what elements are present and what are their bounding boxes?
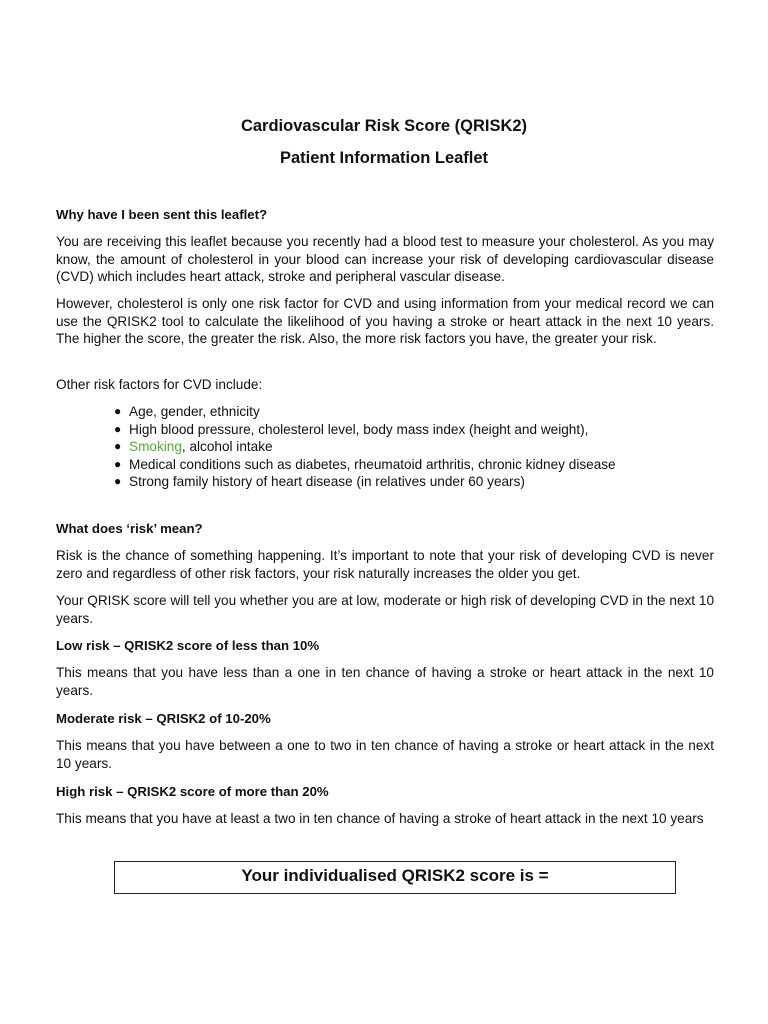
qrisk-score-box: Your individualised QRISK2 score is = [114,861,676,894]
list-item [114,473,714,491]
list-item-text: , alcohol intake [181,439,273,455]
high-risk-text: This means that you have at least a two in ten chance of having a stroke of heart attack in the next 10 years [56,811,704,826]
moderate-risk-heading: Moderate risk – QRISK2 of 10-20% [56,711,271,726]
bullet-icon: ● [114,456,122,471]
list-item [114,403,714,421]
page-title: Cardiovascular Risk Score (QRISK2) [240,117,528,135]
bullet-icon: ● [114,421,122,436]
list-item [114,438,714,456]
list-item-text: Medical conditions such as diabetes, rheumatoid arthritis, chronic kidney disease [129,456,616,472]
list-item [114,421,714,439]
section-heading-risk: What does ‘risk’ mean? [56,521,203,536]
section-heading-why: Why have I been sent this leaflet? [56,207,268,222]
paragraph-receiving: You are receiving this leaflet because you recently had a blood test to measure your cholesterol. As you may know, the amount of cholesterol in your blood can increase your risk of developing cardiovascular disease (CVD) which includes heart attack, stroke and peripheral vascular disease. [56,234,714,285]
paragraph-cholesterol-risk: However, cholesterol is only one risk factor for CVD and using information from your medical record we can use the QRISK2 tool to calculate the likelihood of you having a stroke or heart attack in the next 10 years. The higher the score, the greater the risk. Also, the more risk factors you have, the greater your risk. [56,296,714,347]
page-subtitle: Patient Information Leaflet [279,149,489,167]
list-item-text: High blood pressure, cholesterol level, body mass index (height and weight), [129,421,589,437]
low-risk-text: This means that you have less than a one in ten chance of having a stroke or heart attack in the next 10 years. [56,665,714,698]
bullet-icon: ● [114,439,122,454]
paragraph-qrisk-score: Your QRISK score will tell you whether you are at low, moderate or high risk of developing CVD in the next 10 years. [56,593,714,626]
list-item [114,456,714,474]
smoking-link[interactable]: Smoking [129,439,182,455]
risk-factors-intro: Other risk factors for CVD include: [56,377,263,392]
low-risk-heading: Low risk – QRISK2 score of less than 10% [56,638,320,653]
list-item-text: Age, gender, ethnicity [129,404,260,419]
paragraph-risk-definition: Risk is the chance of something happening. It’s important to note that your risk of developing CVD is never zero and regardless of other risk factors, your risk naturally increases the older you get. [56,548,714,581]
moderate-risk-text: This means that you have between a one to two in ten chance of having a stroke or heart attack in the next 10 years. [56,738,714,771]
risk-factor-list [114,403,714,491]
bullet-icon: ● [114,404,122,418]
bullet-icon: ● [114,474,122,489]
high-risk-heading: High risk – QRISK2 score of more than 20% [56,784,329,799]
list-item-text: Strong family history of heart disease (in relatives under 60 years) [129,474,525,490]
